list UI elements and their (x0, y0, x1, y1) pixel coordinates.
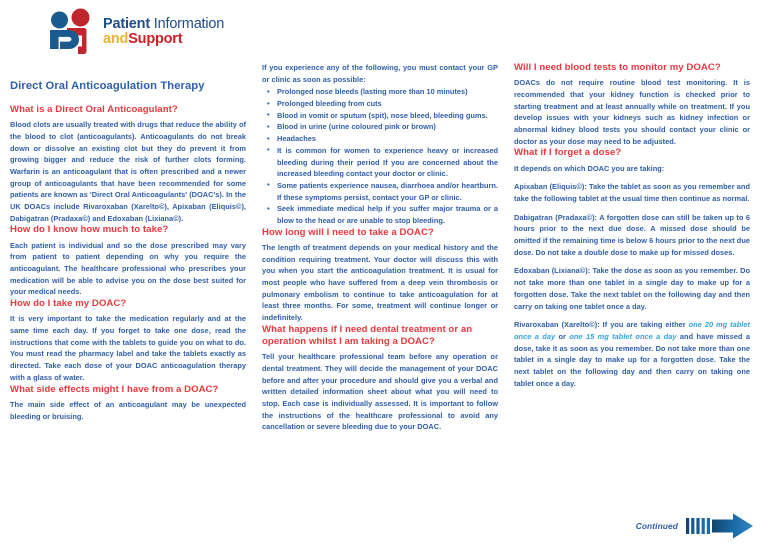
column-2 (262, 62, 506, 433)
dabigatran-text: Dabigatran (Pradaxa©): A forgotten dose can still be taken up to 6 hours prior to the next due dose. A missed dose should be omitted if the remaining time is below 6 hours prior to the next due dose. Do not take a double dose to make up for missed doses. (514, 212, 750, 257)
forget-dose-intro: It depends on which DOAC you are taking: (514, 163, 665, 173)
drug-instruction-dabigatran (514, 212, 750, 259)
list-item: • Blood in urine (urine coloured pink or brown) (275, 121, 498, 133)
edoxaban-text: Edoxaban (Lixiana©): Take the dose as soon as you remember. Do not take more than one tablet in a single day to make up for a forgotten dose. Take the next tablet on the following day and then carry on taking one tablet once a day. (514, 266, 750, 311)
section-heading-how-much: How do I know how much to take? (10, 224, 169, 236)
list-item: • Headaches (275, 133, 498, 145)
bleeding-warning-list (262, 86, 498, 226)
section-heading-blood-tests: Will I need blood tests to monitor my DOAC? (514, 62, 721, 73)
section-body-what-is-doac: Blood clots are usually treated with drugs that reduce the ability of the blood to clot (anticoagulants). Anticoagulants do not break down or dissolve an existing clot but they do prevent it from growing bigger and reduce the risk of further clots forming. Warfarin is an anticoagulant that is often prescribed and a newer group of anticoagulants that have been recommended for some patients are known as 'Direct Oral Anticoagulants' (DOAC's). In the UK DOACs include Rivaroxaban (Xarelto©), Apixaban (Eliquis©), Dabigatran (Pradaxa©) and Edoxaban (Lixiana©). (10, 120, 246, 223)
section-body-dental-operation: Tell your healthcare professional team before any operation or dental treatment. They will decide the management of your DOAC before and after your procedure and should give you a verbal and written detailed information sheet about what you will need to stop. Each case is individually assessed. It is important to follow the instructions of the healthcare professional to avoid any cancellation or severe bleeding due to your DOAC. (262, 352, 498, 432)
column-1 (10, 62, 254, 422)
section-body-blood-tests: DOACs do not require routine blood test monitoring. It is recommended that your kidney function is checked prior to starting treatment and at least annually while on treatment. If you develop issues with your kidneys such as kidney infection or abnormal kidney blood tests you should contact your clinic or doctor as your dose may need to be adjusted. (514, 78, 750, 146)
brand-logo (0, 0, 768, 62)
list-item: • Blood in vomit or sputum (spit), nose bleed, bleeding gums. (275, 110, 498, 122)
drug-instruction-edoxaban (514, 265, 750, 312)
section-body-how-to-take: It is very important to take the medication regularly and at the same time each day. If you forget to take one dose, read the instructions that come with the tablets to guide you on what to do. You must read the pharmacy label and take the tablets exactly as directed. Take each dose of your DOAC anticoagulation therapy with a glass of water. (10, 314, 246, 382)
logo-word-information: Information (153, 16, 225, 33)
rivaroxaban-text-post: and have missed a dose, take it as soon as you remember. Do not take more than one tablet in a single day to make up for a forgotten dose. Take the next tablet on the following day and then carry on taking one tablet once a day. (514, 331, 751, 388)
rivaroxaban-dose-20mg: one 20 mg tablet once a day (514, 320, 750, 341)
list-item: • Some patients experience nausea, diarrhoea and/or heartburn. If these symptoms persist, contact your GP or clinic. (275, 180, 498, 203)
logo-word-patient: Patient (103, 16, 150, 33)
drug-instruction-rivaroxaban (514, 319, 750, 389)
logo-word-support: Support (128, 31, 183, 47)
list-item: • It is common for women to experience heavy or increased bleeding during their period If you are concerned about the increased bleeding contact your doctor or clinic. (275, 145, 498, 180)
page-title: Direct Oral Anticoagulation Therapy (10, 80, 205, 92)
logo-word-and: and (103, 31, 129, 47)
section-heading-forget-dose: What if I forget a dose? (514, 147, 622, 159)
patient-information-support-logo-icon (45, 7, 97, 55)
section-heading-dental-operation: What happens if I need dental treatment or an operation whilst I am taking a DOAC? (262, 323, 473, 347)
section-heading-how-to-take: How do I take my DOAC? (10, 298, 127, 310)
rivaroxaban-text-mid: or (555, 331, 570, 341)
continued-label: Continued (635, 521, 678, 531)
content-columns (0, 62, 768, 433)
apixaban-text: Apixaban (Eliquis©): Take the tablet as soon as you remember and take the following tablet at the usual time then continue as normal. (514, 182, 750, 204)
list-item: • Prolonged bleeding from cuts (275, 98, 498, 110)
section-body-side-effects: The main side effect of an anticoagulant may be unexpected bleeding or bruising. (10, 399, 246, 421)
section-body-how-much: Each patient is individual and so the dose prescribed may vary from patient to patient depending on why you require the anticoagulant. The healthcare professional who prescribes your medication will be able to advise you on the dose best suited for your medical needs. (10, 240, 246, 297)
section-heading-what-is-doac: What is a Direct Oral Anticoagulant? (10, 104, 178, 115)
logo-wordmark (103, 15, 224, 47)
list-item: • Prolonged nose bleeds (lasting more than 10 minutes) (275, 86, 498, 98)
rivaroxaban-text-pre: Rivaroxaban (Xarelto©): If you are taking either (514, 320, 689, 330)
section-body-how-long: The length of treatment depends on your medical history and the condition requiring treatment. Your doctor will discuss this with you when you start the anticoagulation treatment. It is usual for most people who have suffered from a deep vein thrombosis or pulmonary embolism to continue to take anticoagulation for at least three months. For some, treatment will continue longer or indefinitely. (262, 242, 498, 323)
list-item: • Seek immediate medical help if you suffer major trauma or a blow to the head or are unable to stop bleeding. (275, 203, 498, 226)
column-3 (514, 62, 758, 389)
footer-continued (636, 513, 754, 539)
section-heading-side-effects: What side effects might I have from a DOAC? (10, 383, 219, 395)
bleeding-warning-intro: If you experience any of the following, you must contact your GP or clinic as soon as possible: (262, 63, 498, 84)
drug-instruction-apixaban (514, 181, 750, 204)
continued-arrow-icon (686, 513, 754, 539)
rivaroxaban-dose-15mg: one 15 mg tablet once a day (569, 331, 677, 341)
section-heading-how-long: How long will I need to take a DOAC? (262, 226, 434, 238)
